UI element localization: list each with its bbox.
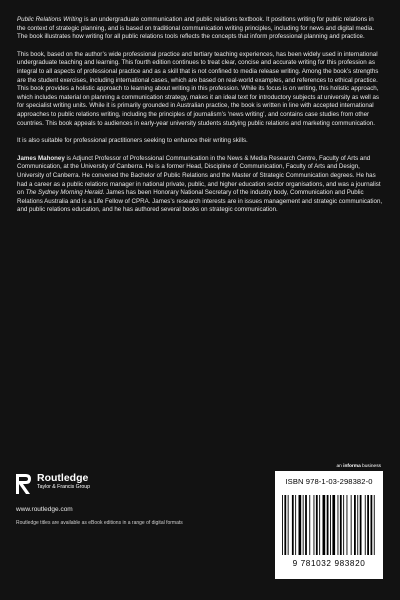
barcode-bar bbox=[332, 495, 335, 555]
barcode-bar bbox=[282, 495, 283, 555]
publisher-name: Routledge bbox=[37, 472, 89, 484]
barcode-digits: 9 781032 983820 bbox=[292, 559, 366, 568]
barcode-bar bbox=[327, 495, 329, 555]
barcode-bar bbox=[309, 495, 310, 555]
intro-text: is an undergraduate communication and public relations textbook. It positions writing for public relations in the context of strategic planning, and is based on traditional communication writing principles, including for news and digital media. The book illustrates how writing for all public relations tools reflects the concepts that inform professional planning and practice. bbox=[17, 16, 375, 41]
newspaper-title: The Sydney Morning Herald bbox=[25, 189, 103, 197]
author-name: James Mahoney bbox=[17, 154, 65, 162]
barcode-bar bbox=[305, 495, 307, 555]
informa-brand: informa bbox=[343, 464, 361, 469]
barcode-bar bbox=[288, 495, 289, 555]
barcode-bar bbox=[338, 495, 339, 555]
barcode-bar bbox=[357, 495, 358, 555]
barcode-bar bbox=[351, 495, 352, 555]
barcode-bar bbox=[374, 495, 375, 555]
publisher-group: Taylor & Francis Group bbox=[37, 484, 91, 490]
barcode-bar bbox=[360, 495, 362, 555]
ebook-note: Routledge titles are available as eBook editions in a range of digital formats bbox=[16, 520, 183, 526]
audience-paragraph: It is also suitable for professional practitioners seeking to enhance their writing skills. bbox=[17, 137, 248, 145]
barcode-bar bbox=[295, 495, 296, 555]
description-paragraph: This book, based on the author’s wide professional practice and tertiary teaching experiences, has been widely used in international undergraduate teaching and learning. This fourth edition continues to treat clear, concise and accurate writing for this profession as integral to all aspects of professional practice and as a skill that is not confined to media release writing. Among the book’s strengths are the student exercises, including international cases, which are based on real-world examples, and references to ethical practice. This book provides a holistic approach to learning about writing in this profession. While its focus is on writing, this holistic approach, which includes material on planning a communication strategy, makes it an ideal text for introductory subjects at university as well as for specialist writing units. While it is primarily grounded in Australian practice, the book is written in line with accepted international approaches to public relations writing, including the principles of journalism’s ‘news writing’, and contains case studies from other countries. This book appeals to audiences in early-year university students studying public relations and marketing communication. bbox=[17, 50, 380, 127]
back-cover-text bbox=[17, 16, 383, 215]
cover-footer bbox=[0, 460, 400, 600]
author-bio-b: . James has been Honorary National Secretary of the industry body, Communication and Public Relations Australia and is a Life Fellow of CPRA. James’s research interests are in issues management and strategic communication, and public relations education, and he has authored several books on strategic communication. bbox=[17, 189, 383, 214]
barcode-bar bbox=[316, 495, 318, 555]
author-bio-a: is Adjunct Professor of Professional Communication in the News & Media Research Centre, Faculty of Arts and Communication, at the University of Canberra. He is a former Head, Discipline of Communication, Faculty of Arts and Design, University of Canberra. He convened the Bachelor of Public Relations and the Master of Strategic Communication degrees. He has had a career as a public relations manager in national private, public, and higher education sector organisations, and was a journalist on bbox=[17, 154, 381, 197]
intro-paragraph bbox=[17, 16, 383, 42]
barcode-icon bbox=[282, 495, 376, 555]
barcode-bar bbox=[330, 495, 331, 555]
routledge-logo-icon bbox=[14, 473, 32, 495]
barcode-bar bbox=[299, 495, 302, 555]
barcode-bar bbox=[319, 495, 320, 555]
book-title: Public Relations Writing bbox=[17, 16, 83, 23]
informa-pre: an bbox=[336, 464, 344, 469]
barcode-bar bbox=[365, 495, 366, 555]
barcode-bar bbox=[314, 495, 315, 555]
barcode-bar bbox=[340, 495, 342, 555]
barcode-bar bbox=[367, 495, 369, 555]
author-bio-paragraph bbox=[17, 155, 383, 215]
informa-label bbox=[336, 464, 381, 469]
barcode-bar bbox=[371, 495, 373, 555]
barcode-bar bbox=[343, 495, 344, 555]
publisher-logo bbox=[14, 473, 90, 495]
publisher-website: www.routledge.com bbox=[16, 506, 73, 513]
barcode-bar bbox=[284, 495, 286, 555]
barcode-bar bbox=[354, 495, 356, 555]
barcode-bar bbox=[292, 495, 294, 555]
barcode-bar bbox=[347, 495, 348, 555]
barcode-bar bbox=[323, 495, 326, 555]
barcode-bar bbox=[303, 495, 304, 555]
barcode-panel bbox=[275, 471, 383, 579]
isbn-text: ISBN 978-1-03-298382-0 bbox=[285, 477, 373, 486]
informa-post: business bbox=[360, 464, 381, 469]
